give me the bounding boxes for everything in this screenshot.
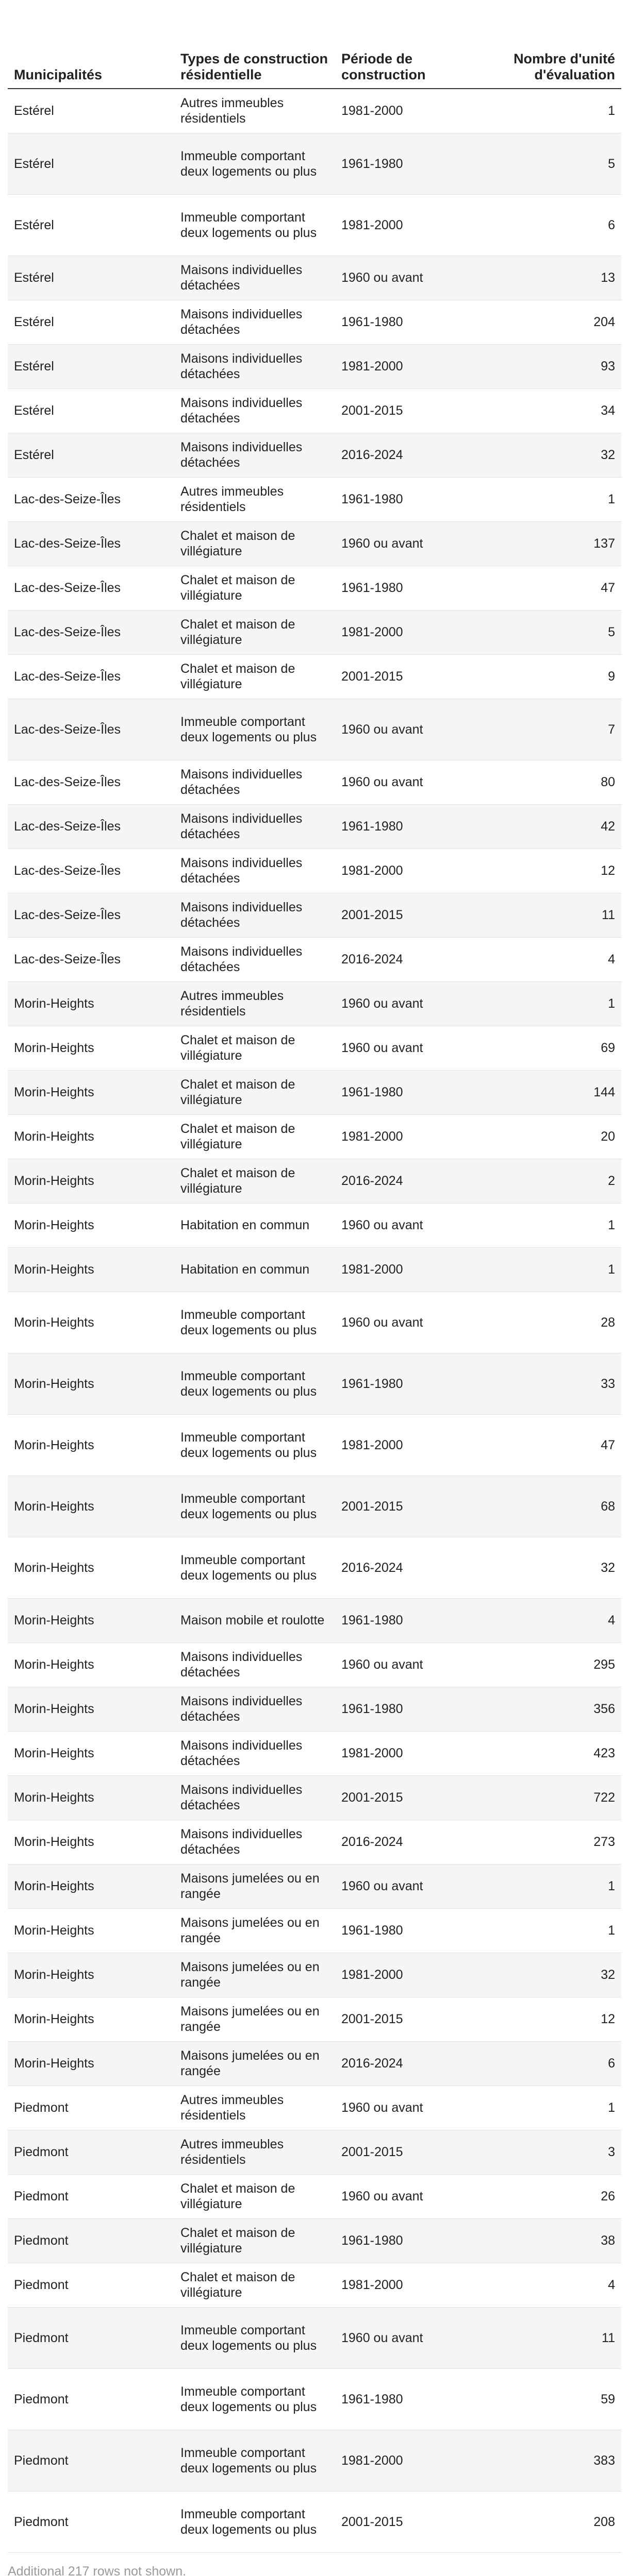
cell-municipality: Morin-Heights <box>8 1775 174 1820</box>
cell-construction-period: 2016-2024 <box>335 2041 505 2086</box>
cell-construction-period: 1981-2000 <box>335 1414 505 1476</box>
cell-municipality: Morin-Heights <box>8 1820 174 1864</box>
table-row <box>8 893 621 937</box>
cell-municipality: Lac-des-Seize-Îles <box>8 760 174 804</box>
table-row <box>8 1908 621 1953</box>
table-row <box>8 1997 621 2041</box>
cell-unit-count: 137 <box>505 521 621 566</box>
table-row <box>8 2263 621 2307</box>
cell-construction-type: Immeuble comportant deux logements ou plus <box>174 1414 335 1476</box>
cell-unit-count: 13 <box>505 256 621 300</box>
cell-construction-period: 2001-2015 <box>335 893 505 937</box>
cell-municipality: Lac-des-Seize-Îles <box>8 654 174 699</box>
table-row <box>8 2218 621 2263</box>
table-row <box>8 1114 621 1159</box>
cell-unit-count: 204 <box>505 300 621 344</box>
cell-municipality: Morin-Heights <box>8 1642 174 1687</box>
cell-construction-type: Maisons individuelles détachées <box>174 937 335 981</box>
cell-unit-count: 1 <box>505 1864 621 1908</box>
cell-construction-type: Chalet et maison de villégiature <box>174 521 335 566</box>
cell-unit-count: 12 <box>505 1997 621 2041</box>
cell-construction-type: Maisons individuelles détachées <box>174 433 335 477</box>
cell-unit-count: 1 <box>505 981 621 1026</box>
cell-construction-period: 1960 ou avant <box>335 699 505 760</box>
cell-construction-type: Maisons individuelles détachées <box>174 388 335 433</box>
cell-construction-period: 1961-1980 <box>335 1687 505 1731</box>
cell-construction-period: 1960 ou avant <box>335 2086 505 2130</box>
cell-municipality: Lac-des-Seize-Îles <box>8 849 174 893</box>
cell-construction-period: 1981-2000 <box>335 1953 505 1997</box>
cell-unit-count: 383 <box>505 2430 621 2491</box>
table-row <box>8 981 621 1026</box>
cell-construction-type: Immeuble comportant deux logements ou plus <box>174 1292 335 1353</box>
cell-construction-period: 1960 ou avant <box>335 981 505 1026</box>
table-row <box>8 2491 621 2552</box>
cell-unit-count: 356 <box>505 1687 621 1731</box>
cell-construction-period: 1981-2000 <box>335 194 505 256</box>
table-row <box>8 1687 621 1731</box>
cell-unit-count: 69 <box>505 1026 621 1070</box>
cell-unit-count: 1 <box>505 89 621 133</box>
cell-unit-count: 11 <box>505 893 621 937</box>
cell-construction-type: Chalet et maison de villégiature <box>174 2263 335 2307</box>
cell-unit-count: 208 <box>505 2491 621 2552</box>
cell-construction-type: Maisons individuelles détachées <box>174 256 335 300</box>
table-row <box>8 1247 621 1292</box>
cell-unit-count: 26 <box>505 2174 621 2218</box>
cell-unit-count: 47 <box>505 1414 621 1476</box>
cell-construction-period: 1960 ou avant <box>335 2174 505 2218</box>
table-row <box>8 1070 621 1114</box>
cell-construction-period: 1960 ou avant <box>335 1292 505 1353</box>
cell-construction-period: 2001-2015 <box>335 2491 505 2552</box>
table-row <box>8 521 621 566</box>
cell-unit-count: 6 <box>505 194 621 256</box>
cell-construction-type: Chalet et maison de villégiature <box>174 610 335 654</box>
cell-construction-type: Autres immeubles résidentiels <box>174 2086 335 2130</box>
cell-unit-count: 1 <box>505 1908 621 1953</box>
cell-construction-period: 1960 ou avant <box>335 521 505 566</box>
cell-municipality: Piedmont <box>8 2218 174 2263</box>
table-row <box>8 133 621 194</box>
table-row <box>8 760 621 804</box>
cell-construction-period: 1961-1980 <box>335 477 505 521</box>
cell-municipality: Morin-Heights <box>8 1203 174 1247</box>
cell-municipality: Morin-Heights <box>8 981 174 1026</box>
table-row <box>8 1775 621 1820</box>
cell-construction-period: 1960 ou avant <box>335 760 505 804</box>
cell-municipality: Morin-Heights <box>8 1598 174 1642</box>
table-row <box>8 1414 621 1476</box>
cell-construction-type: Maisons individuelles détachées <box>174 804 335 849</box>
cell-construction-period: 2001-2015 <box>335 388 505 433</box>
cell-construction-type: Immeuble comportant deux logements ou plus <box>174 2430 335 2491</box>
cell-municipality: Piedmont <box>8 2130 174 2174</box>
cell-unit-count: 6 <box>505 2041 621 2086</box>
cell-construction-period: 1981-2000 <box>335 1114 505 1159</box>
cell-construction-period: 2016-2024 <box>335 937 505 981</box>
cell-municipality: Morin-Heights <box>8 1353 174 1414</box>
cell-unit-count: 295 <box>505 1642 621 1687</box>
table-row <box>8 1642 621 1687</box>
cell-construction-period: 1961-1980 <box>335 1908 505 1953</box>
cell-construction-period: 1961-1980 <box>335 300 505 344</box>
header-unit-count[interactable]: Nombre d'unité d'évaluation <box>505 0 621 89</box>
cell-construction-type: Immeuble comportant deux logements ou plus <box>174 699 335 760</box>
cell-unit-count: 28 <box>505 1292 621 1353</box>
cell-unit-count: 93 <box>505 344 621 388</box>
table-row <box>8 388 621 433</box>
cell-construction-type: Immeuble comportant deux logements ou plus <box>174 2368 335 2430</box>
table-row <box>8 1598 621 1642</box>
cell-municipality: Morin-Heights <box>8 1414 174 1476</box>
cell-construction-period: 1981-2000 <box>335 1731 505 1775</box>
cell-construction-period: 1960 ou avant <box>335 1642 505 1687</box>
cell-construction-period: 1961-1980 <box>335 133 505 194</box>
cell-construction-type: Immeuble comportant deux logements ou plus <box>174 1476 335 1537</box>
table-row <box>8 1203 621 1247</box>
cell-municipality: Estérel <box>8 388 174 433</box>
table-row <box>8 89 621 133</box>
cell-construction-period: 2001-2015 <box>335 1775 505 1820</box>
cell-unit-count: 38 <box>505 2218 621 2263</box>
table-row <box>8 2086 621 2130</box>
cell-municipality: Morin-Heights <box>8 1908 174 1953</box>
table-row <box>8 1953 621 1997</box>
table-row <box>8 2174 621 2218</box>
cell-municipality: Morin-Heights <box>8 1997 174 2041</box>
cell-construction-type: Maisons jumelées ou en rangée <box>174 1908 335 1953</box>
table-row <box>8 300 621 344</box>
cell-construction-type: Chalet et maison de villégiature <box>174 1026 335 1070</box>
cell-construction-type: Immeuble comportant deux logements ou plus <box>174 133 335 194</box>
table-row <box>8 1731 621 1775</box>
cell-construction-type: Chalet et maison de villégiature <box>174 654 335 699</box>
cell-municipality: Morin-Heights <box>8 1070 174 1114</box>
cell-unit-count: 32 <box>505 1537 621 1598</box>
cell-construction-period: 1981-2000 <box>335 1247 505 1292</box>
table-row <box>8 1820 621 1864</box>
cell-unit-count: 4 <box>505 937 621 981</box>
cell-municipality: Estérel <box>8 344 174 388</box>
cell-municipality: Estérel <box>8 433 174 477</box>
cell-construction-type: Maisons jumelées ou en rangée <box>174 2041 335 2086</box>
cell-municipality: Lac-des-Seize-Îles <box>8 937 174 981</box>
cell-municipality: Morin-Heights <box>8 1292 174 1353</box>
cell-construction-type: Chalet et maison de villégiature <box>174 566 335 610</box>
cell-construction-type: Chalet et maison de villégiature <box>174 2174 335 2218</box>
cell-unit-count: 722 <box>505 1775 621 1820</box>
cell-construction-period: 1961-1980 <box>335 804 505 849</box>
cell-construction-type: Immeuble comportant deux logements ou plus <box>174 194 335 256</box>
table-row <box>8 433 621 477</box>
cell-construction-period: 1960 ou avant <box>335 1026 505 1070</box>
cell-municipality: Morin-Heights <box>8 1864 174 1908</box>
data-table <box>8 0 621 2553</box>
cell-construction-type: Chalet et maison de villégiature <box>174 1114 335 1159</box>
cell-construction-period: 1961-1980 <box>335 2368 505 2430</box>
cell-unit-count: 59 <box>505 2368 621 2430</box>
cell-unit-count: 12 <box>505 849 621 893</box>
cell-construction-period: 1960 ou avant <box>335 1203 505 1247</box>
rows-not-shown-note: Additional 217 rows not shown. <box>8 2564 187 2576</box>
cell-construction-period: 2016-2024 <box>335 1159 505 1203</box>
cell-construction-type: Autres immeubles résidentiels <box>174 2130 335 2174</box>
cell-unit-count: 5 <box>505 610 621 654</box>
header-row <box>8 0 621 89</box>
cell-municipality: Morin-Heights <box>8 1247 174 1292</box>
table-row <box>8 937 621 981</box>
cell-construction-type: Immeuble comportant deux logements ou plus <box>174 2491 335 2552</box>
cell-construction-period: 2001-2015 <box>335 1997 505 2041</box>
cell-municipality: Morin-Heights <box>8 2041 174 2086</box>
cell-municipality: Piedmont <box>8 2263 174 2307</box>
cell-unit-count: 33 <box>505 1353 621 1414</box>
cell-construction-period: 2016-2024 <box>335 1537 505 1598</box>
cell-construction-type: Maisons individuelles détachées <box>174 1820 335 1864</box>
cell-construction-type: Maisons individuelles détachées <box>174 1642 335 1687</box>
cell-construction-type: Maisons jumelées ou en rangée <box>174 1864 335 1908</box>
cell-construction-period: 2001-2015 <box>335 654 505 699</box>
cell-construction-type: Immeuble comportant deux logements ou plus <box>174 1353 335 1414</box>
cell-unit-count: 5 <box>505 133 621 194</box>
cell-municipality: Piedmont <box>8 2491 174 2552</box>
cell-municipality: Morin-Heights <box>8 1687 174 1731</box>
cell-construction-type: Maisons individuelles détachées <box>174 760 335 804</box>
cell-municipality: Estérel <box>8 194 174 256</box>
cell-construction-type: Maisons individuelles détachées <box>174 1775 335 1820</box>
header-construction-type[interactable]: Types de construction résidentielle <box>174 0 335 89</box>
cell-construction-type: Autres immeubles résidentiels <box>174 477 335 521</box>
cell-municipality: Lac-des-Seize-Îles <box>8 804 174 849</box>
cell-municipality: Estérel <box>8 300 174 344</box>
table-row <box>8 566 621 610</box>
cell-construction-period: 1961-1980 <box>335 1070 505 1114</box>
cell-construction-type: Maison mobile et roulotte <box>174 1598 335 1642</box>
cell-municipality: Lac-des-Seize-Îles <box>8 521 174 566</box>
cell-unit-count: 273 <box>505 1820 621 1864</box>
cell-construction-period: 1960 ou avant <box>335 256 505 300</box>
table-row <box>8 344 621 388</box>
cell-construction-period: 1961-1980 <box>335 1353 505 1414</box>
cell-construction-type: Habitation en commun <box>174 1247 335 1292</box>
cell-construction-type: Maisons individuelles détachées <box>174 344 335 388</box>
cell-construction-period: 1961-1980 <box>335 1598 505 1642</box>
cell-unit-count: 34 <box>505 388 621 433</box>
table-row <box>8 2041 621 2086</box>
cell-municipality: Morin-Heights <box>8 1159 174 1203</box>
table-header <box>8 0 621 89</box>
cell-construction-period: 2016-2024 <box>335 433 505 477</box>
cell-municipality: Lac-des-Seize-Îles <box>8 477 174 521</box>
cell-construction-period: 1981-2000 <box>335 2263 505 2307</box>
cell-construction-type: Maisons individuelles détachées <box>174 849 335 893</box>
cell-unit-count: 11 <box>505 2307 621 2368</box>
cell-unit-count: 3 <box>505 2130 621 2174</box>
cell-construction-period: 1960 ou avant <box>335 2307 505 2368</box>
cell-construction-type: Chalet et maison de villégiature <box>174 2218 335 2263</box>
cell-construction-period: 2016-2024 <box>335 1820 505 1864</box>
cell-municipality: Estérel <box>8 89 174 133</box>
table-row <box>8 1292 621 1353</box>
cell-unit-count: 7 <box>505 699 621 760</box>
cell-construction-period: 1981-2000 <box>335 344 505 388</box>
cell-unit-count: 4 <box>505 2263 621 2307</box>
cell-municipality: Piedmont <box>8 2307 174 2368</box>
header-municipality[interactable]: Municipalités <box>8 0 174 89</box>
table-row <box>8 2130 621 2174</box>
table-row <box>8 610 621 654</box>
cell-construction-type: Maisons individuelles détachées <box>174 893 335 937</box>
cell-construction-period: 1981-2000 <box>335 2430 505 2491</box>
cell-unit-count: 2 <box>505 1159 621 1203</box>
cell-unit-count: 1 <box>505 1203 621 1247</box>
table-row <box>8 699 621 760</box>
cell-unit-count: 80 <box>505 760 621 804</box>
table-row <box>8 2368 621 2430</box>
cell-construction-period: 1981-2000 <box>335 849 505 893</box>
table-body <box>8 89 621 2552</box>
cell-construction-type: Maisons individuelles détachées <box>174 1731 335 1775</box>
cell-municipality: Lac-des-Seize-Îles <box>8 699 174 760</box>
cell-unit-count: 1 <box>505 2086 621 2130</box>
cell-construction-type: Autres immeubles résidentiels <box>174 981 335 1026</box>
cell-construction-type: Maisons jumelées ou en rangée <box>174 1953 335 1997</box>
cell-construction-period: 1981-2000 <box>335 89 505 133</box>
table-row <box>8 849 621 893</box>
cell-municipality: Morin-Heights <box>8 1476 174 1537</box>
cell-construction-type: Autres immeubles résidentiels <box>174 89 335 133</box>
cell-municipality: Morin-Heights <box>8 1114 174 1159</box>
table-row <box>8 1476 621 1537</box>
cell-municipality: Morin-Heights <box>8 1537 174 1598</box>
cell-municipality: Estérel <box>8 256 174 300</box>
table-row <box>8 194 621 256</box>
cell-municipality: Piedmont <box>8 2430 174 2491</box>
cell-municipality: Estérel <box>8 133 174 194</box>
cell-construction-type: Maisons individuelles détachées <box>174 300 335 344</box>
cell-unit-count: 1 <box>505 1247 621 1292</box>
cell-unit-count: 20 <box>505 1114 621 1159</box>
cell-construction-period: 1961-1980 <box>335 2218 505 2263</box>
cell-unit-count: 32 <box>505 433 621 477</box>
cell-municipality: Morin-Heights <box>8 1026 174 1070</box>
cell-construction-type: Immeuble comportant deux logements ou plus <box>174 1537 335 1598</box>
table-row <box>8 654 621 699</box>
table-row <box>8 1537 621 1598</box>
cell-unit-count: 423 <box>505 1731 621 1775</box>
header-construction-period[interactable]: Période de construction <box>335 0 505 89</box>
table-row <box>8 477 621 521</box>
cell-construction-type: Maisons jumelées ou en rangée <box>174 1997 335 2041</box>
table-row <box>8 1026 621 1070</box>
cell-construction-period: 1961-1980 <box>335 566 505 610</box>
cell-municipality: Lac-des-Seize-Îles <box>8 610 174 654</box>
cell-construction-type: Chalet et maison de villégiature <box>174 1159 335 1203</box>
cell-construction-period: 1981-2000 <box>335 610 505 654</box>
cell-unit-count: 9 <box>505 654 621 699</box>
cell-construction-type: Immeuble comportant deux logements ou plus <box>174 2307 335 2368</box>
table-row <box>8 1353 621 1414</box>
cell-unit-count: 42 <box>505 804 621 849</box>
table-row <box>8 2307 621 2368</box>
cell-municipality: Piedmont <box>8 2174 174 2218</box>
cell-unit-count: 32 <box>505 1953 621 1997</box>
cell-unit-count: 47 <box>505 566 621 610</box>
cell-unit-count: 1 <box>505 477 621 521</box>
cell-municipality: Piedmont <box>8 2086 174 2130</box>
table-row <box>8 256 621 300</box>
cell-construction-type: Chalet et maison de villégiature <box>174 1070 335 1114</box>
table-row <box>8 1864 621 1908</box>
cell-municipality: Morin-Heights <box>8 1953 174 1997</box>
table-row <box>8 2430 621 2491</box>
cell-construction-type: Maisons individuelles détachées <box>174 1687 335 1731</box>
cell-unit-count: 68 <box>505 1476 621 1537</box>
cell-municipality: Morin-Heights <box>8 1731 174 1775</box>
cell-construction-period: 1960 ou avant <box>335 1864 505 1908</box>
cell-construction-type: Habitation en commun <box>174 1203 335 1247</box>
cell-municipality: Lac-des-Seize-Îles <box>8 893 174 937</box>
table-row <box>8 804 621 849</box>
cell-municipality: Lac-des-Seize-Îles <box>8 566 174 610</box>
cell-construction-period: 2001-2015 <box>335 1476 505 1537</box>
cell-unit-count: 144 <box>505 1070 621 1114</box>
cell-municipality: Piedmont <box>8 2368 174 2430</box>
table-row <box>8 1159 621 1203</box>
cell-construction-period: 2001-2015 <box>335 2130 505 2174</box>
cell-unit-count: 4 <box>505 1598 621 1642</box>
